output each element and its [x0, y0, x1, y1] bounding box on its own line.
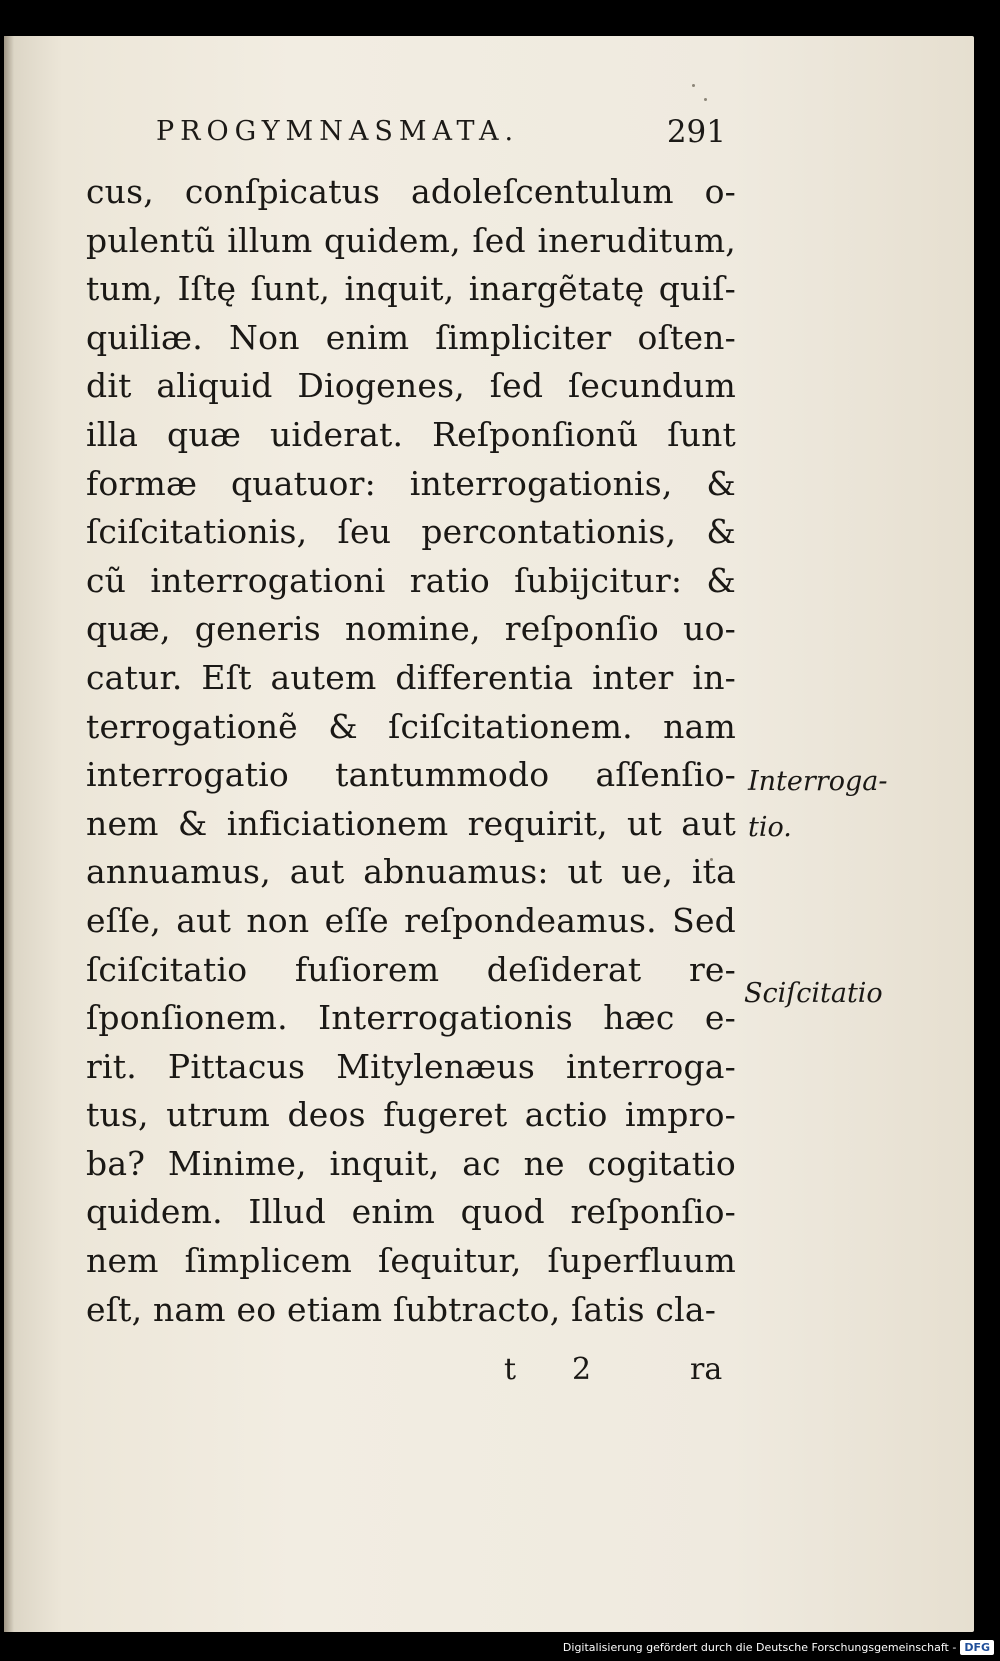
- text-line: ſponſionem. Interrogationis hæc e-: [86, 998, 736, 1038]
- digitization-footer: [563, 1637, 994, 1657]
- dfg-logo: DFG: [960, 1640, 994, 1655]
- text-line: cũ interrogationi ratio ſubijcitur: &: [86, 560, 736, 600]
- text-line: nem & inficiationem requirit, ut aut: [86, 803, 736, 843]
- text-line: dit aliquid Diogenes, ſed ſecundum: [86, 366, 736, 406]
- paper-speck: [692, 84, 695, 87]
- text-line: annuamus, aut abnuamus: ut ue, ita: [86, 852, 736, 892]
- text-line: eſſe, aut non eſſe reſpondeamus. Sed: [86, 900, 736, 940]
- text-line: ba? Minime, inquit, ac ne cogitatio: [86, 1143, 736, 1183]
- text-line: nem ſimplicem ſequitur, ſuperfluum: [86, 1241, 736, 1281]
- text-line: interrogatio tantummodo aſſenſio-: [86, 755, 736, 795]
- running-head-title: PROGYMNASMATA.: [156, 116, 520, 147]
- text-line: ſciſcitatio fuſiorem deſiderat re-: [86, 949, 736, 989]
- text-line: quidem. Illud enim quod reſponſio-: [86, 1192, 736, 1232]
- text-line: catur. Eſt autem differentia inter in-: [86, 657, 736, 697]
- text-line: pulentũ illum quidem, ſed ineruditum,: [86, 220, 736, 260]
- paper-speck: [704, 98, 707, 101]
- text-line: rit. Pittacus Mitylenæus interroga-: [86, 1046, 736, 1086]
- text-line: terrogationẽ & ſciſcitationem. nam: [86, 706, 736, 746]
- text-line: ſciſcitationis, ſeu percontationis, &: [86, 512, 736, 552]
- text-line: formæ quatuor: interrogationis, &: [86, 463, 736, 503]
- text-line: eſt, nam eo etiam ſubtracto, ſatis cla-: [86, 1289, 717, 1329]
- running-head: [150, 114, 726, 156]
- text-line: illa quæ uiderat. Reſponſionũ ſunt: [86, 414, 736, 454]
- marginal-gloss-sciscitatio: Sciſcitatio: [744, 978, 883, 1009]
- footer-credit: Digitalisierung gefördert durch die Deutsche Forschungsgemeinschaft -: [562, 1640, 957, 1654]
- text-line: tus, utrum deos fugeret actio impro-: [86, 1095, 736, 1135]
- marginal-gloss-interrogatio-cont: tio.: [748, 812, 792, 843]
- body-text: [86, 168, 736, 1334]
- signature-line: [500, 1352, 740, 1392]
- signature-letter: t: [504, 1352, 517, 1387]
- catchword: ra: [690, 1352, 723, 1387]
- signature-number: 2: [572, 1352, 592, 1387]
- text-line: quiliæ. Non enim ſimpliciter oſten-: [86, 317, 736, 357]
- text-line: tum, Iſtę ſunt, inquit, inargẽtatę quiſ-: [86, 269, 736, 309]
- page-number: 291: [666, 114, 726, 150]
- text-line: quæ, generis nomine, reſponſio uo-: [86, 609, 736, 649]
- text-line: cus, conſpicatus adoleſcentulum o-: [86, 172, 736, 211]
- page-gutter-shadow: [4, 36, 14, 1632]
- marginal-gloss-interrogatio: Interroga-: [748, 766, 888, 797]
